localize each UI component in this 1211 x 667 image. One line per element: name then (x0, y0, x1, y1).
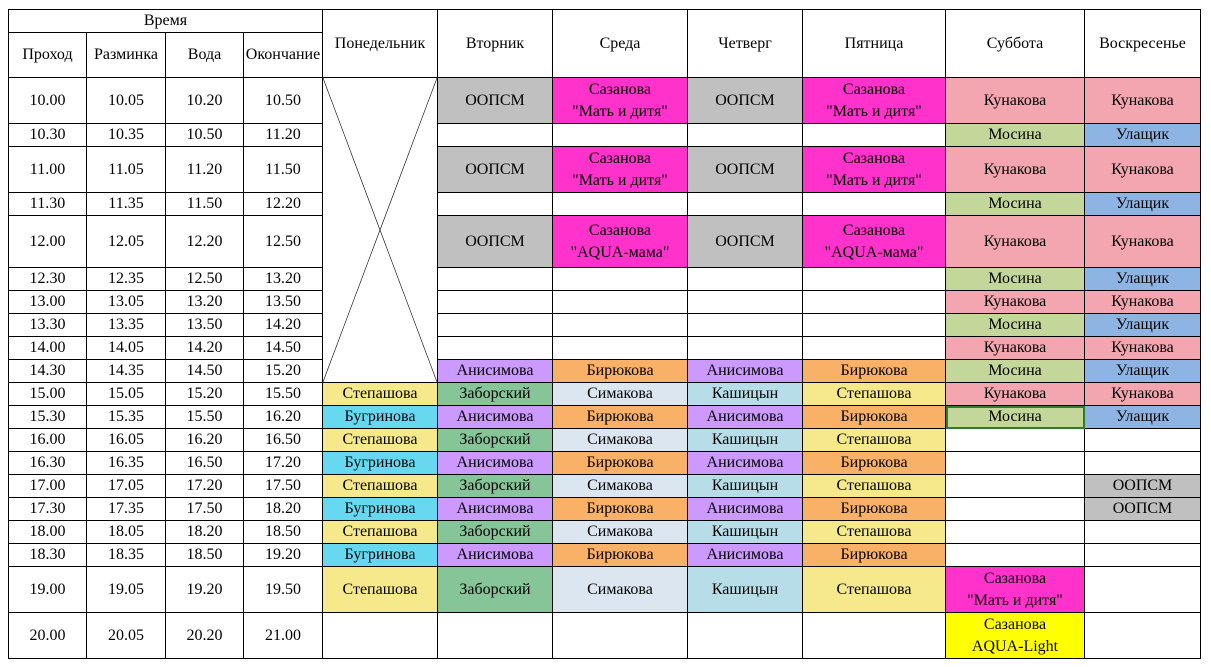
session-cell-friday[interactable] (803, 147, 946, 193)
table-row (9, 521, 1201, 544)
time-cell-end: 13.50 (244, 291, 323, 314)
day-header-tuesday: Вторник (438, 10, 553, 78)
time-cell-warmup: 17.05 (87, 475, 166, 498)
program-name: "Мать и дитя" (572, 171, 668, 189)
time-cell-warmup: 10.05 (87, 78, 166, 124)
session-cell-thursday[interactable]: Кашицын (688, 429, 803, 452)
time-cell-end: 16.20 (244, 406, 323, 429)
session-cell-thursday[interactable]: Анисимова (688, 498, 803, 521)
time-cell-entry: 17.30 (9, 498, 87, 521)
time-cell-warmup: 20.05 (87, 613, 166, 659)
session-cell-sunday[interactable]: ООПСМ (1085, 475, 1201, 498)
time-cell-entry: 12.00 (9, 216, 87, 268)
time-cell-water: 17.20 (166, 475, 244, 498)
session-cell-tuesday[interactable]: ООПСМ (438, 147, 553, 193)
instructor-name: Сазанова (588, 149, 652, 167)
empty-cell-wednesday[interactable] (553, 613, 688, 659)
table-row (9, 78, 1201, 124)
session-cell-wednesday[interactable] (553, 78, 688, 124)
empty-cell-thursday[interactable] (688, 337, 803, 360)
session-cell-saturday[interactable]: Мосина (946, 406, 1085, 429)
time-cell-warmup: 15.35 (87, 406, 166, 429)
table-row (9, 452, 1201, 475)
time-cell-entry: 10.30 (9, 124, 87, 147)
empty-cell-sunday[interactable] (1085, 567, 1201, 613)
col-header-warmup: Разминка (87, 33, 166, 78)
session-cell-tuesday[interactable]: Заборский (438, 521, 553, 544)
empty-cell-thursday[interactable] (688, 193, 803, 216)
table-row (9, 544, 1201, 567)
time-cell-warmup: 16.05 (87, 429, 166, 452)
session-cell-friday[interactable]: Бирюкова (803, 498, 946, 521)
time-cell-water: 10.50 (166, 124, 244, 147)
time-cell-water: 16.50 (166, 452, 244, 475)
instructor-name: Сазанова (983, 569, 1047, 587)
session-cell-tuesday[interactable]: Анисимова (438, 360, 553, 383)
time-cell-entry: 13.30 (9, 314, 87, 337)
time-cell-end: 17.50 (244, 475, 323, 498)
time-cell-end: 13.20 (244, 268, 323, 291)
time-cell-water: 10.20 (166, 78, 244, 124)
session-cell-tuesday[interactable]: Заборский (438, 475, 553, 498)
time-cell-water: 17.50 (166, 498, 244, 521)
program-name: "AQUA-мама" (824, 243, 924, 261)
empty-cell-tuesday[interactable] (438, 124, 553, 147)
session-cell-tuesday[interactable]: Заборский (438, 429, 553, 452)
session-cell-friday[interactable] (803, 216, 946, 268)
empty-cell-saturday[interactable] (946, 544, 1085, 567)
time-cell-warmup: 12.35 (87, 268, 166, 291)
session-cell-saturday[interactable]: Кунакова (946, 291, 1085, 314)
session-cell-sunday[interactable]: Кунакова (1085, 147, 1201, 193)
session-cell-saturday[interactable]: Мосина (946, 360, 1085, 383)
time-cell-entry: 13.00 (9, 291, 87, 314)
empty-cell-wednesday[interactable] (553, 314, 688, 337)
table-row (9, 475, 1201, 498)
time-cell-end: 11.50 (244, 147, 323, 193)
table-body (9, 78, 1201, 659)
time-cell-entry: 16.00 (9, 429, 87, 452)
time-cell-end: 14.20 (244, 314, 323, 337)
empty-cell-thursday[interactable] (688, 124, 803, 147)
time-cell-warmup: 10.35 (87, 124, 166, 147)
table-row (9, 383, 1201, 406)
monday-unavailable-block (323, 78, 438, 383)
col-header-end: Окончание (244, 33, 323, 78)
cross-mark-icon (323, 78, 437, 382)
program-name: "Мать и дитя" (826, 171, 922, 189)
session-cell-monday[interactable]: Степашова (323, 521, 438, 544)
session-cell-wednesday[interactable]: Симакова (553, 475, 688, 498)
time-cell-entry: 12.30 (9, 268, 87, 291)
time-cell-warmup: 13.35 (87, 314, 166, 337)
session-cell-friday[interactable] (803, 78, 946, 124)
session-cell-friday[interactable]: Степашова (803, 521, 946, 544)
table-row (9, 147, 1201, 193)
time-cell-warmup: 17.35 (87, 498, 166, 521)
day-header-monday: Понедельник (323, 10, 438, 78)
time-cell-end: 19.50 (244, 567, 323, 613)
session-cell-monday[interactable]: Степашова (323, 475, 438, 498)
session-cell-friday[interactable]: Бирюкова (803, 360, 946, 383)
empty-cell-thursday[interactable] (688, 268, 803, 291)
time-cell-entry: 11.00 (9, 147, 87, 193)
empty-cell-tuesday[interactable] (438, 613, 553, 659)
empty-cell-saturday[interactable] (946, 475, 1085, 498)
day-header-thursday: Четверг (688, 10, 803, 78)
table-row (9, 314, 1201, 337)
time-cell-end: 17.20 (244, 452, 323, 475)
session-cell-sunday[interactable]: Улащик (1085, 406, 1201, 429)
empty-cell-sunday[interactable] (1085, 521, 1201, 544)
empty-cell-friday[interactable] (803, 268, 946, 291)
time-cell-water: 20.20 (166, 613, 244, 659)
session-cell-saturday[interactable]: Кунакова (946, 78, 1085, 124)
time-cell-warmup: 16.35 (87, 452, 166, 475)
time-cell-entry: 18.30 (9, 544, 87, 567)
day-header-wednesday: Среда (553, 10, 688, 78)
program-name: "Мать и дитя" (826, 102, 922, 120)
col-header-water: Вода (166, 33, 244, 78)
empty-cell-tuesday[interactable] (438, 314, 553, 337)
empty-cell-sunday[interactable] (1085, 613, 1201, 659)
session-cell-saturday[interactable]: Мосина (946, 124, 1085, 147)
instructor-name: Сазанова (842, 221, 906, 239)
empty-cell-tuesday[interactable] (438, 193, 553, 216)
session-cell-saturday[interactable] (946, 613, 1085, 659)
session-cell-sunday[interactable]: Кунакова (1085, 337, 1201, 360)
session-cell-sunday[interactable]: Улащик (1085, 314, 1201, 337)
session-cell-monday[interactable]: Бугринова (323, 406, 438, 429)
session-cell-sunday[interactable]: Улащик (1085, 193, 1201, 216)
time-cell-end: 18.20 (244, 498, 323, 521)
time-cell-entry: 18.00 (9, 521, 87, 544)
table-row (9, 429, 1201, 452)
session-cell-thursday[interactable]: Анисимова (688, 406, 803, 429)
table-row (9, 567, 1201, 613)
session-cell-wednesday[interactable]: Бирюкова (553, 360, 688, 383)
session-cell-tuesday[interactable]: Анисимова (438, 544, 553, 567)
session-cell-saturday[interactable]: Мосина (946, 314, 1085, 337)
time-cell-warmup: 19.05 (87, 567, 166, 613)
table-row (9, 337, 1201, 360)
session-cell-wednesday[interactable]: Бирюкова (553, 498, 688, 521)
empty-cell-tuesday[interactable] (438, 291, 553, 314)
empty-cell-thursday[interactable] (688, 291, 803, 314)
session-cell-friday[interactable]: Степашова (803, 567, 946, 613)
session-cell-sunday[interactable]: ООПСМ (1085, 498, 1201, 521)
session-cell-saturday[interactable]: Кунакова (946, 383, 1085, 406)
empty-cell-friday[interactable] (803, 337, 946, 360)
session-cell-saturday[interactable]: Мосина (946, 193, 1085, 216)
time-cell-warmup: 12.05 (87, 216, 166, 268)
session-cell-tuesday[interactable]: Анисимова (438, 452, 553, 475)
session-cell-wednesday[interactable]: Симакова (553, 521, 688, 544)
time-cell-entry: 15.30 (9, 406, 87, 429)
empty-cell-sunday[interactable] (1085, 429, 1201, 452)
session-cell-friday[interactable]: Степашова (803, 429, 946, 452)
col-header-entry: Проход (9, 33, 87, 78)
instructor-name: Сазанова (842, 149, 906, 167)
time-cell-water: 13.50 (166, 314, 244, 337)
time-cell-entry: 11.30 (9, 193, 87, 216)
table-row (9, 216, 1201, 268)
session-cell-tuesday[interactable]: Анисимова (438, 498, 553, 521)
time-cell-end: 21.00 (244, 613, 323, 659)
time-cell-entry: 19.00 (9, 567, 87, 613)
session-cell-monday[interactable]: Бугринова (323, 498, 438, 521)
empty-cell-tuesday[interactable] (438, 337, 553, 360)
time-cell-end: 12.50 (244, 216, 323, 268)
session-cell-saturday[interactable]: Мосина (946, 268, 1085, 291)
instructor-name: Сазанова (588, 221, 652, 239)
session-cell-thursday[interactable]: Кашицын (688, 567, 803, 613)
time-cell-end: 12.20 (244, 193, 323, 216)
session-cell-wednesday[interactable]: Симакова (553, 567, 688, 613)
time-cell-water: 13.20 (166, 291, 244, 314)
session-cell-saturday[interactable]: Кунакова (946, 337, 1085, 360)
time-cell-end: 15.20 (244, 360, 323, 383)
session-cell-saturday[interactable] (946, 567, 1085, 613)
session-cell-thursday[interactable]: Кашицын (688, 521, 803, 544)
session-cell-friday[interactable]: Степашова (803, 475, 946, 498)
time-cell-end: 10.50 (244, 78, 323, 124)
session-cell-thursday[interactable]: Анисимова (688, 452, 803, 475)
time-cell-water: 11.20 (166, 147, 244, 193)
empty-cell-thursday[interactable] (688, 314, 803, 337)
empty-cell-friday[interactable] (803, 613, 946, 659)
session-cell-sunday[interactable]: Улащик (1085, 124, 1201, 147)
time-cell-warmup: 13.05 (87, 291, 166, 314)
time-cell-warmup: 11.05 (87, 147, 166, 193)
time-cell-entry: 10.00 (9, 78, 87, 124)
time-cell-warmup: 15.05 (87, 383, 166, 406)
empty-cell-monday[interactable] (323, 613, 438, 659)
session-cell-thursday[interactable]: Кашицын (688, 475, 803, 498)
session-cell-sunday[interactable]: Кунакова (1085, 78, 1201, 124)
program-name: "Мать и дитя" (572, 102, 668, 120)
time-cell-water: 18.50 (166, 544, 244, 567)
session-cell-wednesday[interactable]: Бирюкова (553, 406, 688, 429)
time-cell-entry: 14.00 (9, 337, 87, 360)
instructor-name: Сазанова (983, 615, 1047, 633)
session-cell-tuesday[interactable]: Анисимова (438, 406, 553, 429)
time-cell-water: 18.20 (166, 521, 244, 544)
instructor-name: Сазанова (588, 80, 652, 98)
session-cell-saturday[interactable]: Кунакова (946, 216, 1085, 268)
time-cell-entry: 15.00 (9, 383, 87, 406)
time-cell-warmup: 11.35 (87, 193, 166, 216)
time-cell-entry: 16.30 (9, 452, 87, 475)
session-cell-monday[interactable]: Степашова (323, 567, 438, 613)
session-cell-friday[interactable]: Степашова (803, 383, 946, 406)
table-row (9, 360, 1201, 383)
program-name: AQUA-Light (971, 637, 1059, 655)
session-cell-thursday[interactable]: Анисимова (688, 544, 803, 567)
empty-cell-saturday[interactable] (946, 452, 1085, 475)
empty-cell-wednesday[interactable] (553, 124, 688, 147)
time-cell-entry: 17.00 (9, 475, 87, 498)
session-cell-sunday[interactable]: Кунакова (1085, 383, 1201, 406)
session-cell-monday[interactable]: Бугринова (323, 452, 438, 475)
session-cell-thursday[interactable]: Кашицын (688, 383, 803, 406)
table-row (9, 406, 1201, 429)
time-cell-water: 14.50 (166, 360, 244, 383)
schedule-table (8, 9, 1201, 659)
program-name: "Мать и дитя" (967, 591, 1063, 609)
session-cell-wednesday[interactable] (553, 216, 688, 268)
time-cell-water: 11.50 (166, 193, 244, 216)
empty-cell-sunday[interactable] (1085, 544, 1201, 567)
time-cell-end: 19.20 (244, 544, 323, 567)
session-cell-wednesday[interactable]: Симакова (553, 383, 688, 406)
empty-cell-saturday[interactable] (946, 521, 1085, 544)
empty-cell-friday[interactable] (803, 124, 946, 147)
session-cell-thursday[interactable]: ООПСМ (688, 147, 803, 193)
session-cell-sunday[interactable]: Улащик (1085, 268, 1201, 291)
session-cell-thursday[interactable]: Анисимова (688, 360, 803, 383)
session-cell-thursday[interactable]: ООПСМ (688, 216, 803, 268)
session-cell-wednesday[interactable]: Бирюкова (553, 544, 688, 567)
day-header-sunday: Воскресенье (1085, 10, 1201, 78)
day-header-friday: Пятница (803, 10, 946, 78)
session-cell-thursday[interactable]: ООПСМ (688, 78, 803, 124)
time-cell-end: 11.20 (244, 124, 323, 147)
table-row (9, 268, 1201, 291)
session-cell-monday[interactable]: Степашова (323, 429, 438, 452)
time-cell-water: 19.20 (166, 567, 244, 613)
empty-cell-wednesday[interactable] (553, 337, 688, 360)
time-cell-end: 18.50 (244, 521, 323, 544)
day-header-saturday: Суббота (946, 10, 1085, 78)
time-cell-water: 14.20 (166, 337, 244, 360)
session-cell-tuesday[interactable]: Заборский (438, 383, 553, 406)
session-cell-wednesday[interactable]: Бирюкова (553, 452, 688, 475)
table-row (9, 613, 1201, 659)
session-cell-sunday[interactable]: Кунакова (1085, 291, 1201, 314)
session-cell-tuesday[interactable]: ООПСМ (438, 216, 553, 268)
time-cell-end: 14.50 (244, 337, 323, 360)
time-group-header: Время (9, 10, 323, 33)
time-cell-warmup: 18.35 (87, 544, 166, 567)
instructor-name: Сазанова (842, 80, 906, 98)
program-name: "AQUA-мама" (570, 243, 670, 261)
empty-cell-friday[interactable] (803, 291, 946, 314)
empty-cell-saturday[interactable] (946, 429, 1085, 452)
session-cell-tuesday[interactable]: ООПСМ (438, 78, 553, 124)
time-cell-end: 15.50 (244, 383, 323, 406)
session-cell-wednesday[interactable] (553, 147, 688, 193)
session-cell-friday[interactable]: Бирюкова (803, 452, 946, 475)
session-cell-saturday[interactable]: Кунакова (946, 147, 1085, 193)
table-row (9, 193, 1201, 216)
empty-cell-friday[interactable] (803, 314, 946, 337)
time-cell-warmup: 14.05 (87, 337, 166, 360)
empty-cell-wednesday[interactable] (553, 291, 688, 314)
session-cell-wednesday[interactable]: Симакова (553, 429, 688, 452)
time-cell-water: 16.20 (166, 429, 244, 452)
empty-cell-tuesday[interactable] (438, 268, 553, 291)
table-row (9, 498, 1201, 521)
table-row (9, 291, 1201, 314)
empty-cell-thursday[interactable] (688, 613, 803, 659)
session-cell-friday[interactable]: Бирюкова (803, 544, 946, 567)
time-cell-water: 12.20 (166, 216, 244, 268)
time-cell-warmup: 14.35 (87, 360, 166, 383)
time-cell-entry: 20.00 (9, 613, 87, 659)
session-cell-sunday[interactable]: Улащик (1085, 360, 1201, 383)
session-cell-monday[interactable]: Степашова (323, 383, 438, 406)
empty-cell-wednesday[interactable] (553, 268, 688, 291)
empty-cell-saturday[interactable] (946, 498, 1085, 521)
session-cell-sunday[interactable]: Кунакова (1085, 216, 1201, 268)
empty-cell-friday[interactable] (803, 193, 946, 216)
time-cell-water: 12.50 (166, 268, 244, 291)
session-cell-monday[interactable]: Бугринова (323, 544, 438, 567)
session-cell-friday[interactable]: Бирюкова (803, 406, 946, 429)
empty-cell-sunday[interactable] (1085, 452, 1201, 475)
time-cell-water: 15.50 (166, 406, 244, 429)
table-header (9, 10, 1201, 78)
session-cell-tuesday[interactable]: Заборский (438, 567, 553, 613)
time-cell-warmup: 18.05 (87, 521, 166, 544)
time-cell-water: 15.20 (166, 383, 244, 406)
time-cell-end: 16.50 (244, 429, 323, 452)
table-row (9, 124, 1201, 147)
time-cell-entry: 14.30 (9, 360, 87, 383)
empty-cell-wednesday[interactable] (553, 193, 688, 216)
